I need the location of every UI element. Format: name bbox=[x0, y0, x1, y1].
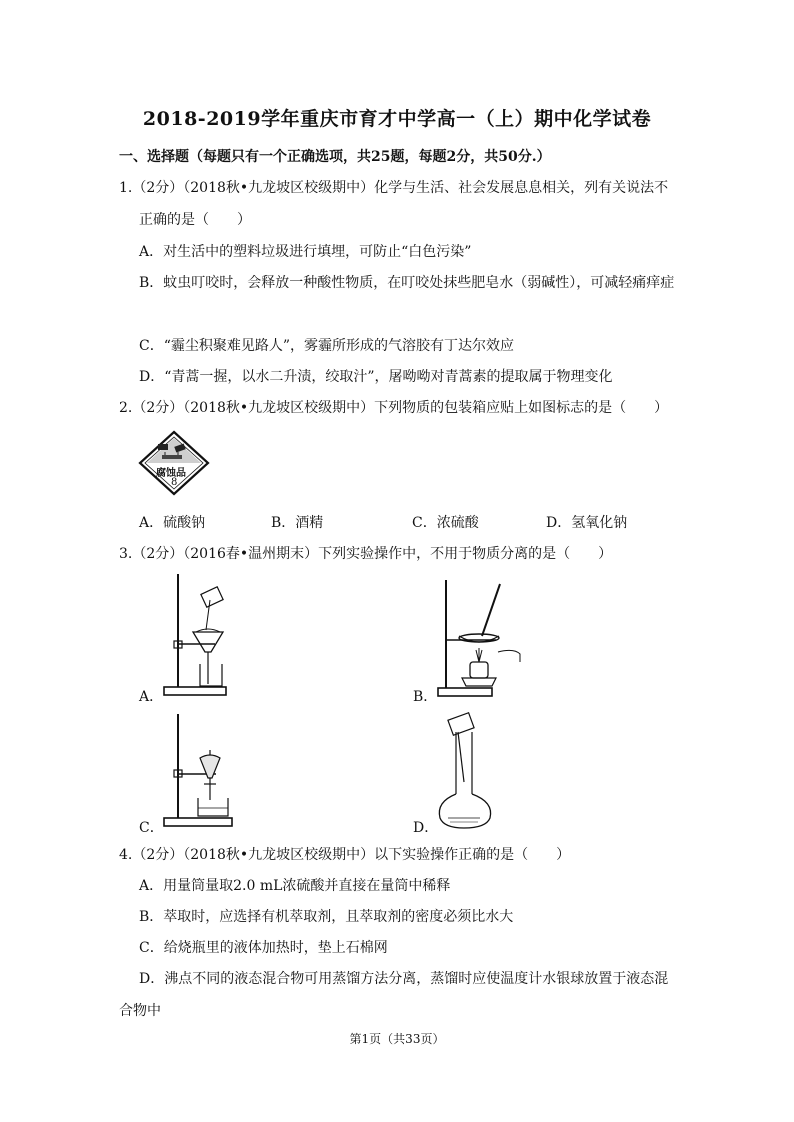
q2-option-c: C．浓硫酸 bbox=[412, 515, 479, 531]
q4-option-d: D．沸点不同的液态混合物可用蒸馏方法分离，蒸馏时应使温度计水银球放置于液态混 bbox=[139, 971, 669, 987]
q4-stem: 4.（2分）（2018秋•九龙坡区校级期中）以下实验操作正确的是（ ） bbox=[119, 847, 571, 863]
q4-option-a: A．用量筒量取2.0 mL浓硫酸并直接在量筒中稀释 bbox=[139, 878, 451, 894]
q1-option-a: A．对生活中的塑料垃圾进行填埋，可防止“白色污染” bbox=[139, 244, 472, 260]
q3-option-c-label: C． bbox=[139, 820, 164, 836]
q1-stem-line2: 正确的是（ ） bbox=[139, 212, 251, 228]
q3-stem: 3.（2分）（2016春•温州期末）下列实验操作中，不用于物质分离的是（ ） bbox=[119, 546, 613, 562]
q4-option-b: B．萃取时，应选择有机萃取剂，且萃取剂的密度必须比水大 bbox=[139, 909, 514, 925]
section-heading: 一、选择题（每题只有一个正确选项，共25题，每题2分，共50分.） bbox=[119, 149, 551, 165]
q3-option-a-label: A． bbox=[139, 689, 164, 705]
q2-option-d: D．氢氧化钠 bbox=[546, 515, 628, 531]
q4-option-c: C．给烧瓶里的液体加热时，垫上石棉网 bbox=[139, 940, 388, 956]
volumetric-flask-image bbox=[434, 710, 504, 832]
q1-option-c: C．“霾尘积聚难见路人”，雾霾所形成的气溶胶有丁达尔效应 bbox=[139, 338, 515, 354]
q2-option-b: B．酒精 bbox=[271, 515, 324, 531]
q1-option-d: D．“青蒿一握，以水二升渍，绞取汁”，屠呦呦对青蒿素的提取属于物理变化 bbox=[139, 369, 613, 385]
page-title: 2018-2019学年重庆市育才中学高一（上）期中化学试卷 bbox=[142, 108, 652, 130]
separatory-funnel-apparatus-image bbox=[160, 712, 236, 830]
q2-stem: 2.（2分）（2018秋•九龙坡区校级期中）下列物质的包装箱应贴上如图标志的是（ ） bbox=[119, 400, 669, 416]
q1-stem-line1: 1.（2分）（2018秋•九龙坡区校级期中）化学与生活、社会发展息息相关，列有关说法不 bbox=[119, 180, 669, 196]
sign-number: 8 bbox=[171, 477, 178, 488]
q3-option-d-label: D． bbox=[413, 820, 439, 836]
filtration-apparatus-image bbox=[160, 572, 230, 700]
q2-option-a: A．硫酸钠 bbox=[139, 515, 206, 531]
corrosive-hazard-sign bbox=[138, 430, 210, 496]
q1-option-b: B．蚊虫叮咬时，会释放一种酸性物质，在叮咬处抹些肥皂水（弱碱性），可减轻痛痒症 bbox=[139, 275, 675, 291]
evaporation-apparatus-image bbox=[434, 578, 524, 700]
q3-option-b-label: B． bbox=[413, 689, 438, 705]
q4-option-d-continued: 合物中 bbox=[119, 1003, 161, 1019]
page-footer: 第1页（共33页） bbox=[349, 1032, 445, 1046]
sign-label: 腐蚀品 bbox=[156, 468, 186, 479]
